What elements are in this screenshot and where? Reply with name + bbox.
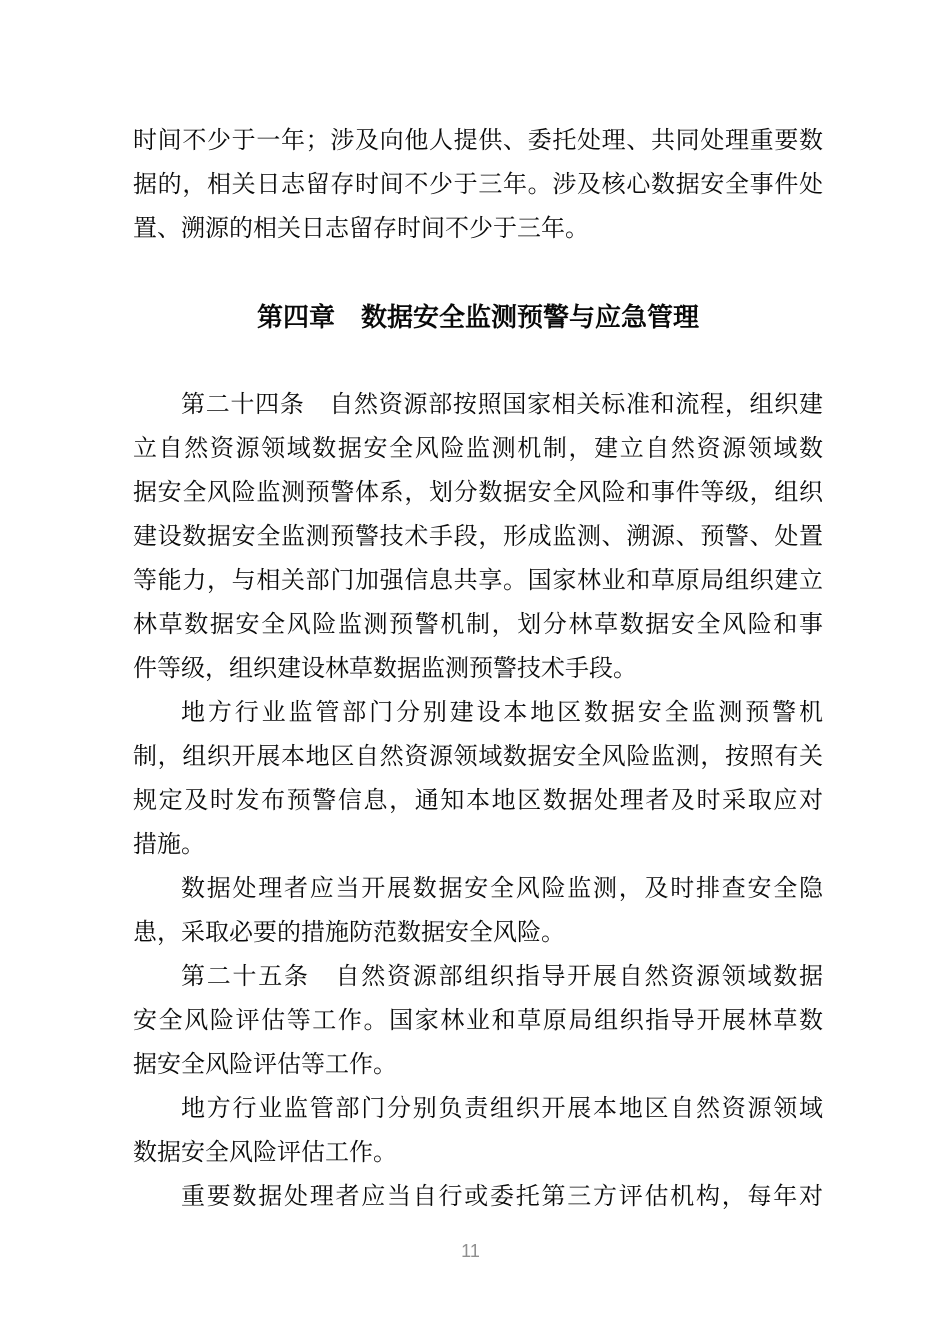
text-line: 据安全风险监测预警体系，划分数据安全风险和事件等级，组织	[133, 479, 823, 506]
text-line: 数据处理者应当开展数据安全风险监测，及时排查安全隐	[181, 875, 823, 902]
text-line: 建设数据安全监测预警技术手段，形成监测、溯源、预警、处置	[133, 523, 823, 550]
paragraph	[133, 1175, 823, 1219]
chapter-heading: 第四章 数据安全监测预警与应急管理	[256, 302, 699, 332]
text-line: 第二十四条 自然资源部按照国家相关标准和流程，组织建	[181, 391, 823, 418]
paragraph	[133, 1087, 823, 1175]
text-line: 据安全风险评估等工作。	[133, 1051, 397, 1078]
paragraph	[133, 955, 823, 1087]
text-line: 等能力，与相关部门加强信息共享。国家林业和草原局组织建立	[133, 567, 823, 594]
text-line: 第二十五条 自然资源部组织指导开展自然资源领域数据	[181, 963, 823, 990]
text-line: 患，采取必要的措施防范数据安全风险。	[133, 919, 565, 946]
text-line: 据的，相关日志留存时间不少于三年。涉及核心数据安全事件处	[133, 171, 823, 198]
text-line: 置、溯源的相关日志留存时间不少于三年。	[133, 215, 589, 242]
text-line: 时间不少于一年；涉及向他人提供、委托处理、共同处理重要数	[133, 127, 823, 154]
paragraph	[133, 383, 823, 691]
paragraph	[133, 691, 823, 867]
paragraph	[133, 119, 823, 251]
text-line: 件等级，组织建设林草数据监测预警技术手段。	[133, 655, 637, 682]
text-line: 地方行业监管部门分别建设本地区数据安全监测预警机	[181, 699, 823, 726]
text-line: 地方行业监管部门分别负责组织开展本地区自然资源领域	[181, 1095, 823, 1122]
text-line: 数据安全风险评估工作。	[133, 1139, 397, 1166]
text-line: 规定及时发布预警信息，通知本地区数据处理者及时采取应对	[133, 787, 823, 814]
document-content	[133, 119, 823, 1219]
page-number: 11	[461, 1241, 480, 1261]
text-line: 重要数据处理者应当自行或委托第三方评估机构，每年对	[181, 1183, 823, 1210]
text-line: 立自然资源领域数据安全风险监测机制，建立自然资源领域数	[133, 435, 823, 462]
text-line: 林草数据安全风险监测预警机制，划分林草数据安全风险和事	[133, 611, 823, 638]
text-line: 安全风险评估等工作。国家林业和草原局组织指导开展林草数	[133, 1007, 823, 1034]
paragraph	[133, 867, 823, 955]
text-line: 措施。	[133, 831, 205, 858]
text-line: 制，组织开展本地区自然资源领域数据安全风险监测，按照有关	[133, 743, 823, 770]
